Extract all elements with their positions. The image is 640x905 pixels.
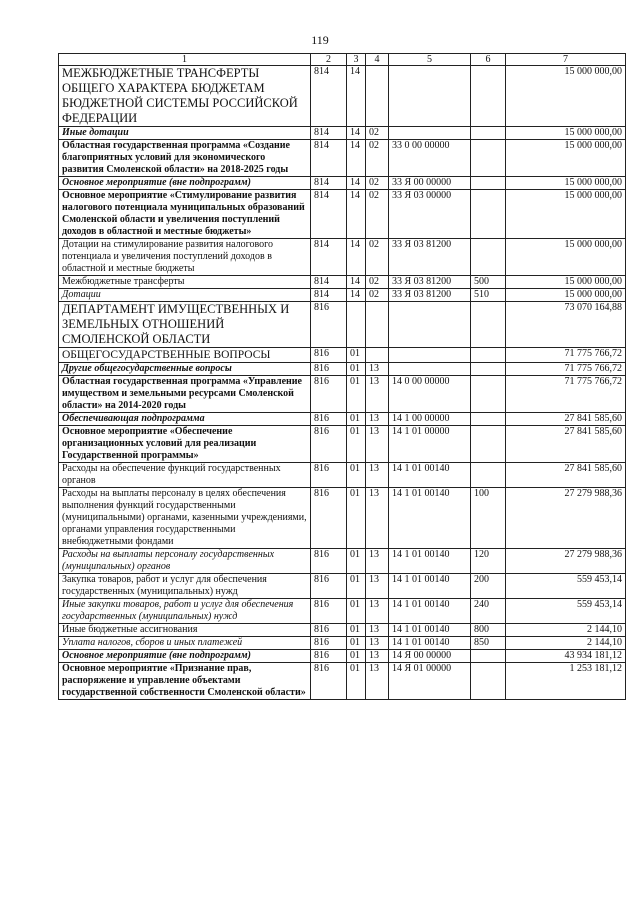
row-name: Иные бюджетные ассигнования bbox=[59, 624, 311, 637]
admin-code: 816 bbox=[311, 637, 347, 650]
subsection-code: 02 bbox=[366, 190, 389, 239]
amount: 27 279 988,36 bbox=[506, 488, 626, 549]
expense-type-code bbox=[471, 127, 506, 140]
section-code: 14 bbox=[347, 127, 366, 140]
section-code: 01 bbox=[347, 413, 366, 426]
column-header: 1 bbox=[59, 54, 311, 66]
target-article-code: 14 1 01 00140 bbox=[389, 488, 471, 549]
row-name: Расходы на выплаты персоналу государственных (муниципальных) органов bbox=[59, 549, 311, 574]
subsection-code: 02 bbox=[366, 177, 389, 190]
expense-type-code: 100 bbox=[471, 488, 506, 549]
expense-type-code bbox=[471, 463, 506, 488]
column-header: 7 bbox=[506, 54, 626, 66]
target-article-code: 14 1 01 00000 bbox=[389, 426, 471, 463]
table-row bbox=[59, 426, 626, 463]
section-code: 01 bbox=[347, 549, 366, 574]
amount: 71 775 766,72 bbox=[506, 348, 626, 363]
subsection-code: 13 bbox=[366, 463, 389, 488]
target-article-code: 14 1 01 00140 bbox=[389, 637, 471, 650]
section-code: 01 bbox=[347, 574, 366, 599]
target-article-code: 33 0 00 00000 bbox=[389, 140, 471, 177]
subsection-code: 13 bbox=[366, 599, 389, 624]
subsection-code: 02 bbox=[366, 276, 389, 289]
column-header: 4 bbox=[366, 54, 389, 66]
amount: 27 841 585,60 bbox=[506, 463, 626, 488]
table-row bbox=[59, 276, 626, 289]
admin-code: 816 bbox=[311, 376, 347, 413]
subsection-code: 02 bbox=[366, 239, 389, 276]
row-name: Иные дотации bbox=[59, 127, 311, 140]
amount: 15 000 000,00 bbox=[506, 239, 626, 276]
table-row bbox=[59, 637, 626, 650]
section-code bbox=[347, 302, 366, 348]
row-name: Уплата налогов, сборов и иных платежей bbox=[59, 637, 311, 650]
table-row bbox=[59, 413, 626, 426]
subsection-code: 02 bbox=[366, 289, 389, 302]
admin-code: 816 bbox=[311, 348, 347, 363]
row-name: Основное мероприятие «Признание прав, распоряжение и управление объектами государственной собственности Смоленской области» bbox=[59, 663, 311, 700]
row-name: Основное мероприятие (вне подпрограмм) bbox=[59, 650, 311, 663]
target-article-code bbox=[389, 348, 471, 363]
amount: 2 144,10 bbox=[506, 637, 626, 650]
admin-code: 816 bbox=[311, 574, 347, 599]
row-name: Областная государственная программа «Создание благоприятных условий для экономического развития Смоленской области» на 2018-2025 годы bbox=[59, 140, 311, 177]
column-header: 2 bbox=[311, 54, 347, 66]
row-name: Расходы на выплаты персоналу в целях обеспечения выполнения функций государственными (муниципальными) органами, казенными учреждениями, органами управления государственными внебюджетными фондами bbox=[59, 488, 311, 549]
admin-code: 816 bbox=[311, 413, 347, 426]
target-article-code: 33 Я 03 00000 bbox=[389, 190, 471, 239]
section-code: 01 bbox=[347, 363, 366, 376]
section-code: 14 bbox=[347, 177, 366, 190]
amount: 27 841 585,60 bbox=[506, 426, 626, 463]
target-article-code: 14 1 01 00140 bbox=[389, 574, 471, 599]
target-article-code: 14 1 01 00140 bbox=[389, 463, 471, 488]
target-article-code: 14 1 01 00140 bbox=[389, 549, 471, 574]
amount: 15 000 000,00 bbox=[506, 66, 626, 127]
row-name: Закупка товаров, работ и услуг для обеспечения государственных (муниципальных) нужд bbox=[59, 574, 311, 599]
section-code: 01 bbox=[347, 348, 366, 363]
section-code: 01 bbox=[347, 426, 366, 463]
expense-type-code bbox=[471, 302, 506, 348]
table-row bbox=[59, 574, 626, 599]
section-code: 01 bbox=[347, 624, 366, 637]
amount: 15 000 000,00 bbox=[506, 177, 626, 190]
subsection-code: 13 bbox=[366, 376, 389, 413]
admin-code: 814 bbox=[311, 239, 347, 276]
expense-type-code bbox=[471, 190, 506, 239]
amount: 43 934 181,12 bbox=[506, 650, 626, 663]
table-row bbox=[59, 376, 626, 413]
admin-code: 814 bbox=[311, 190, 347, 239]
expense-type-code bbox=[471, 348, 506, 363]
table-row bbox=[59, 177, 626, 190]
subsection-code: 13 bbox=[366, 488, 389, 549]
amount: 559 453,14 bbox=[506, 574, 626, 599]
amount: 559 453,14 bbox=[506, 599, 626, 624]
admin-code: 816 bbox=[311, 549, 347, 574]
row-name: МЕЖБЮДЖЕТНЫЕ ТРАНСФЕРТЫ ОБЩЕГО ХАРАКТЕРА БЮДЖЕТАМ БЮДЖЕТНОЙ СИСТЕМЫ РОССИЙСКОЙ ФЕДЕРАЦИИ bbox=[59, 66, 311, 127]
expense-type-code bbox=[471, 426, 506, 463]
admin-code: 816 bbox=[311, 488, 347, 549]
subsection-code bbox=[366, 302, 389, 348]
table-row bbox=[59, 599, 626, 624]
subsection-code: 13 bbox=[366, 574, 389, 599]
row-name: Другие общегосударственные вопросы bbox=[59, 363, 311, 376]
target-article-code: 14 Я 01 00000 bbox=[389, 663, 471, 700]
admin-code: 814 bbox=[311, 127, 347, 140]
amount: 15 000 000,00 bbox=[506, 276, 626, 289]
row-name: ДЕПАРТАМЕНТ ИМУЩЕСТВЕННЫХ И ЗЕМЕЛЬНЫХ ОТНОШЕНИЙ СМОЛЕНСКОЙ ОБЛАСТИ bbox=[59, 302, 311, 348]
table-row bbox=[59, 549, 626, 574]
admin-code: 816 bbox=[311, 463, 347, 488]
subsection-code bbox=[366, 66, 389, 127]
target-article-code bbox=[389, 363, 471, 376]
table-row bbox=[59, 239, 626, 276]
row-name: Иные закупки товаров, работ и услуг для обеспечения государственных (муниципальных) нужд bbox=[59, 599, 311, 624]
section-code: 01 bbox=[347, 663, 366, 700]
admin-code: 816 bbox=[311, 599, 347, 624]
row-name: ОБЩЕГОСУДАРСТВЕННЫЕ ВОПРОСЫ bbox=[59, 348, 311, 363]
expense-type-code bbox=[471, 413, 506, 426]
target-article-code: 14 1 01 00140 bbox=[389, 624, 471, 637]
section-code: 01 bbox=[347, 488, 366, 549]
row-name: Расходы на обеспечение функций государственных органов bbox=[59, 463, 311, 488]
target-article-code: 33 Я 03 81200 bbox=[389, 289, 471, 302]
section-code: 01 bbox=[347, 599, 366, 624]
target-article-code bbox=[389, 302, 471, 348]
amount: 27 279 988,36 bbox=[506, 549, 626, 574]
expense-type-code bbox=[471, 239, 506, 276]
target-article-code: 33 Я 03 81200 bbox=[389, 276, 471, 289]
section-code: 01 bbox=[347, 376, 366, 413]
row-name: Основное мероприятие «Обеспечение организационных условий для реализации Государственной программы» bbox=[59, 426, 311, 463]
section-code: 14 bbox=[347, 276, 366, 289]
admin-code: 816 bbox=[311, 663, 347, 700]
budget-table bbox=[58, 53, 626, 700]
expense-type-code bbox=[471, 140, 506, 177]
expense-type-code: 240 bbox=[471, 599, 506, 624]
column-header: 5 bbox=[389, 54, 471, 66]
target-article-code: 33 Я 00 00000 bbox=[389, 177, 471, 190]
admin-code: 814 bbox=[311, 289, 347, 302]
section-code: 14 bbox=[347, 239, 366, 276]
expense-type-code: 500 bbox=[471, 276, 506, 289]
subsection-code: 13 bbox=[366, 624, 389, 637]
section-code: 14 bbox=[347, 140, 366, 177]
admin-code: 816 bbox=[311, 363, 347, 376]
row-name: Областная государственная программа «Управление имуществом и земельными ресурсами Смоленской области» на 2014-2020 годы bbox=[59, 376, 311, 413]
amount: 15 000 000,00 bbox=[506, 190, 626, 239]
subsection-code: 13 bbox=[366, 426, 389, 463]
row-name: Дотации на стимулирование развития налогового потенциала и увеличения поступлений доходов в областной и местные бюджеты bbox=[59, 239, 311, 276]
table-row bbox=[59, 127, 626, 140]
expense-type-code: 800 bbox=[471, 624, 506, 637]
table-row bbox=[59, 488, 626, 549]
amount: 27 841 585,60 bbox=[506, 413, 626, 426]
target-article-code bbox=[389, 127, 471, 140]
amount: 71 775 766,72 bbox=[506, 363, 626, 376]
admin-code: 814 bbox=[311, 140, 347, 177]
table-row bbox=[59, 66, 626, 127]
section-code: 01 bbox=[347, 463, 366, 488]
amount: 71 775 766,72 bbox=[506, 376, 626, 413]
target-article-code bbox=[389, 66, 471, 127]
table-row bbox=[59, 302, 626, 348]
target-article-code: 14 0 00 00000 bbox=[389, 376, 471, 413]
page-number: 119 bbox=[311, 33, 329, 47]
column-header: 6 bbox=[471, 54, 506, 66]
subsection-code: 13 bbox=[366, 413, 389, 426]
section-code: 01 bbox=[347, 650, 366, 663]
table-row bbox=[59, 289, 626, 302]
amount: 2 144,10 bbox=[506, 624, 626, 637]
subsection-code: 13 bbox=[366, 549, 389, 574]
admin-code: 816 bbox=[311, 302, 347, 348]
table-row bbox=[59, 624, 626, 637]
subsection-code: 13 bbox=[366, 637, 389, 650]
table-row bbox=[59, 190, 626, 239]
amount: 73 070 164,88 bbox=[506, 302, 626, 348]
admin-code: 816 bbox=[311, 426, 347, 463]
table-row bbox=[59, 650, 626, 663]
section-code: 14 bbox=[347, 289, 366, 302]
subsection-code bbox=[366, 348, 389, 363]
column-header: 3 bbox=[347, 54, 366, 66]
amount: 15 000 000,00 bbox=[506, 289, 626, 302]
table-row bbox=[59, 463, 626, 488]
expense-type-code bbox=[471, 663, 506, 700]
admin-code: 816 bbox=[311, 624, 347, 637]
row-name: Основное мероприятие «Стимулирование развития налогового потенциала муниципальных образований Смоленской области и увеличения поступлений доходов в областной и местные бюджеты» bbox=[59, 190, 311, 239]
subsection-code: 02 bbox=[366, 140, 389, 177]
row-name: Межбюджетные трансферты bbox=[59, 276, 311, 289]
subsection-code: 13 bbox=[366, 650, 389, 663]
section-code: 01 bbox=[347, 637, 366, 650]
column-number-row bbox=[59, 54, 626, 66]
table-row bbox=[59, 348, 626, 363]
row-name: Дотации bbox=[59, 289, 311, 302]
expense-type-code: 120 bbox=[471, 549, 506, 574]
target-article-code: 14 1 01 00140 bbox=[389, 599, 471, 624]
admin-code: 814 bbox=[311, 276, 347, 289]
admin-code: 814 bbox=[311, 177, 347, 190]
amount: 1 253 181,12 bbox=[506, 663, 626, 700]
expense-type-code bbox=[471, 66, 506, 127]
section-code: 14 bbox=[347, 190, 366, 239]
row-name: Основное мероприятие (вне подпрограмм) bbox=[59, 177, 311, 190]
budget-table-body bbox=[59, 66, 626, 700]
table-row bbox=[59, 663, 626, 700]
table-row bbox=[59, 140, 626, 177]
admin-code: 816 bbox=[311, 650, 347, 663]
amount: 15 000 000,00 bbox=[506, 127, 626, 140]
amount: 15 000 000,00 bbox=[506, 140, 626, 177]
expense-type-code bbox=[471, 650, 506, 663]
target-article-code: 14 1 00 00000 bbox=[389, 413, 471, 426]
expense-type-code: 850 bbox=[471, 637, 506, 650]
expense-type-code bbox=[471, 363, 506, 376]
subsection-code: 13 bbox=[366, 663, 389, 700]
table-row bbox=[59, 363, 626, 376]
expense-type-code bbox=[471, 376, 506, 413]
expense-type-code: 510 bbox=[471, 289, 506, 302]
target-article-code: 33 Я 03 81200 bbox=[389, 239, 471, 276]
subsection-code: 02 bbox=[366, 127, 389, 140]
expense-type-code bbox=[471, 177, 506, 190]
admin-code: 814 bbox=[311, 66, 347, 127]
section-code: 14 bbox=[347, 66, 366, 127]
row-name: Обеспечивающая подпрограмма bbox=[59, 413, 311, 426]
subsection-code: 13 bbox=[366, 363, 389, 376]
expense-type-code: 200 bbox=[471, 574, 506, 599]
target-article-code: 14 Я 00 00000 bbox=[389, 650, 471, 663]
